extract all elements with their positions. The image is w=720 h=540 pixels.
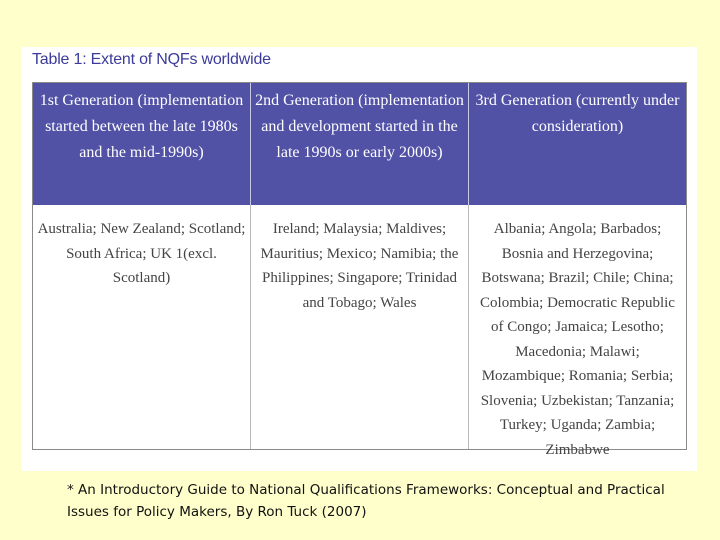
body-cell-2nd-generation bbox=[250, 205, 468, 449]
body-cell-1st-generation bbox=[33, 205, 250, 449]
countries-1st-generation: Australia; New Zealand; Scotland; South Africa; UK 1(excl. Scotland) bbox=[37, 221, 246, 286]
header-cell-3rd-generation bbox=[468, 83, 686, 205]
header-text-3rd-generation: 3rd Generation (currently under consideration) bbox=[475, 92, 680, 135]
header-text-1st-generation: 1st Generation (implementation started between the late 1980s and the mid-1990s) bbox=[39, 92, 244, 161]
header-cell-2nd-generation bbox=[250, 83, 468, 205]
body-cell-3rd-generation bbox=[468, 205, 686, 458]
table-image-panel bbox=[21, 47, 697, 471]
table-body-row bbox=[33, 205, 686, 458]
countries-3rd-generation: Albania; Angola; Barbados; Bosnia and Herzegovina; Botswana; Brazil; Chile; China; Colombia; Democratic Republic of Congo; Jamaica; Lesotho; Macedonia; Malawi; Mozambique; Romania; Serbia; Slovenia; Uzbekistan; Tanzania; Turkey; Uganda; Zambia; Zimbabwe bbox=[480, 221, 675, 458]
header-cell-1st-generation bbox=[33, 83, 250, 205]
table-header-row bbox=[33, 83, 686, 205]
header-text-2nd-generation: 2nd Generation (implementation and development started in the late 1990s or early 2000s) bbox=[255, 92, 464, 161]
table-title: Table 1: Extent of NQFs worldwide bbox=[32, 51, 271, 68]
source-footnote: * An Introductory Guide to National Qualifications Frameworks: Conceptual and Practical Issues for Policy Makers, By Ron Tuck (2007) bbox=[67, 482, 665, 520]
countries-2nd-generation: Ireland; Malaysia; Maldives; Mauritius; Mexico; Namibia; the Philippines; Singapore; Trinidad and Tobago; Wales bbox=[260, 221, 459, 311]
nqf-table bbox=[32, 82, 687, 458]
